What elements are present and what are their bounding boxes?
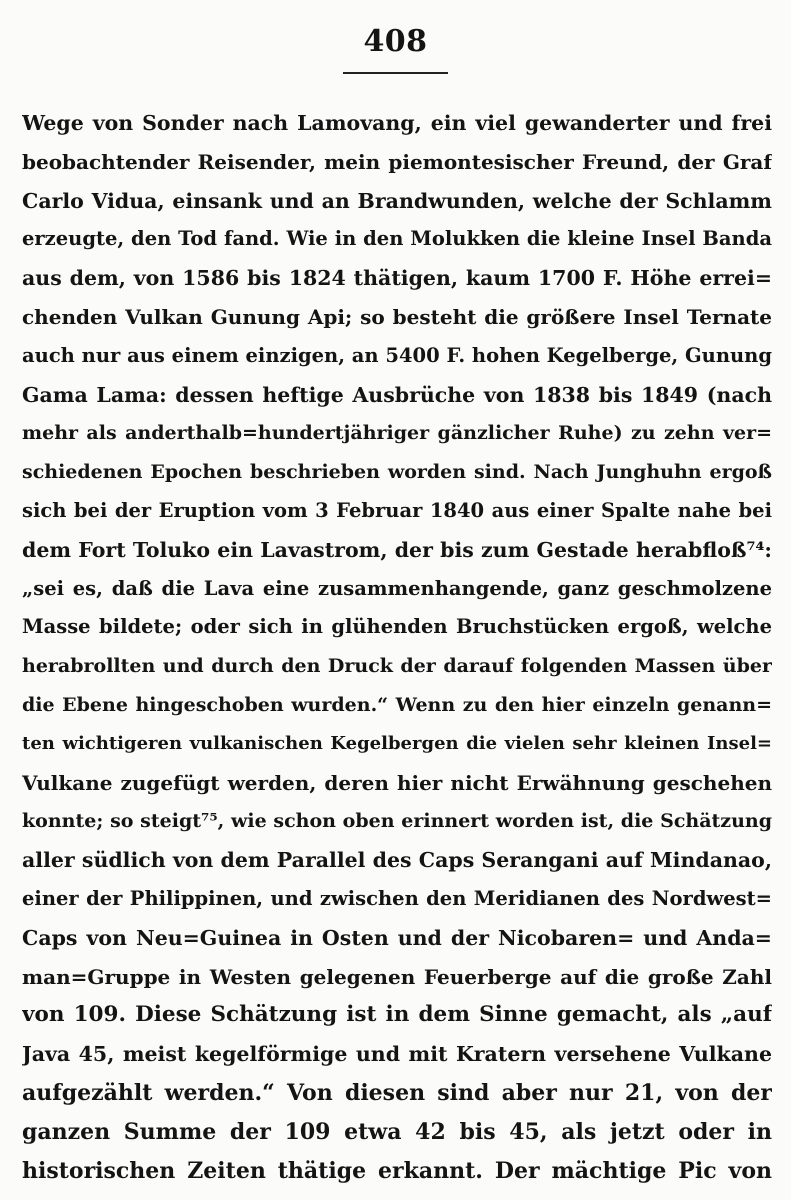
text-line: Carlo Vidua, einsank und an Brandwunden, welche der Schlamm — [22, 188, 772, 213]
text-line: konnte; so steigt⁷⁵, wie schon oben erinnert worden ist, die Schätzung — [22, 810, 772, 833]
text-line: Masse bildete; oder sich in glühenden Bruchstücken ergoß, welche — [22, 615, 772, 639]
text-line: chenden Vulkan Gunung Api; so besteht die größere Insel Ternate — [22, 304, 772, 329]
text-line: erzeugte, den Tod fand. Wie in den Molukken die kleine Insel Banda — [22, 227, 772, 251]
header-rule — [343, 72, 448, 74]
text-line: aller südlich von dem Parallel des Caps Serangani auf Mindanao, — [22, 848, 772, 873]
text-line: „sei es, daß die Lava eine zusammenhangende, ganz geschmolzene — [22, 576, 772, 600]
text-line: schiedenen Epochen beschrieben worden sind. Nach Junghuhn ergoß — [22, 461, 772, 484]
text-line: einer der Philippinen, und zwischen den Meridianen des Nordwest= — [22, 886, 772, 910]
text-line: ganzen Summe der 109 etwa 42 bis 45, als jetzt oder in — [22, 1118, 772, 1145]
page-number: 408 — [363, 24, 428, 59]
text-line: aufgezählt werden.“ Von diesen sind aber nur 21, von der — [22, 1079, 772, 1106]
body-text — [22, 104, 772, 1190]
text-line: herabrollten und durch den Druck der darauf folgenden Massen über — [22, 655, 772, 678]
text-line: von 109. Diese Schätzung ist in dem Sinne gemacht, als „auf — [22, 1002, 772, 1028]
text-line: beobachtender Reisender, mein piemontesischer Freund, der Graf — [22, 149, 772, 174]
text-line: ten wichtigeren vulkanischen Kegelbergen die vielen sehr kleinen Insel= — [22, 732, 772, 754]
text-line: historischen Zeiten thätige erkannt. Der mächtige Pic von — [22, 1157, 772, 1184]
text-line: Caps von Neu=Guinea in Osten und der Nicobaren= und Anda= — [22, 925, 772, 950]
text-line: dem Fort Toluko ein Lavastrom, der bis zum Gestade herabfloß⁷⁴: — [22, 537, 772, 562]
text-line: man=Gruppe in Westen gelegenen Feuerberge auf die große Zahl — [22, 964, 772, 989]
text-line: mehr als anderthalb=hundertjähriger gänzlicher Ruhe) zu zehn ver= — [22, 422, 772, 445]
text-line: Wege von Sonder nach Lamovang, ein viel gewanderter und frei — [22, 111, 772, 135]
text-line: die Ebene hingeschoben wurden.“ Wenn zu den hier einzeln genann= — [22, 693, 772, 716]
text-line: Gama Lama: dessen heftige Ausbrüche von 1838 bis 1849 (nach — [22, 382, 772, 407]
text-line: Vulkane zugefügt werden, deren hier nicht Erwähnung geschehen — [22, 770, 772, 795]
text-line: auch nur aus einem einzigen, an 5400 F. hohen Kegelberge, Gunung — [22, 343, 772, 367]
text-line: aus dem, von 1586 bis 1824 thätigen, kaum 1700 F. Höhe errei= — [22, 266, 772, 291]
text-line: Java 45, meist kegelförmige und mit Kratern versehene Vulkane — [22, 1042, 772, 1067]
text-line: sich bei der Eruption vom 3 Februar 1840 aus einer Spalte nahe bei — [22, 498, 772, 522]
